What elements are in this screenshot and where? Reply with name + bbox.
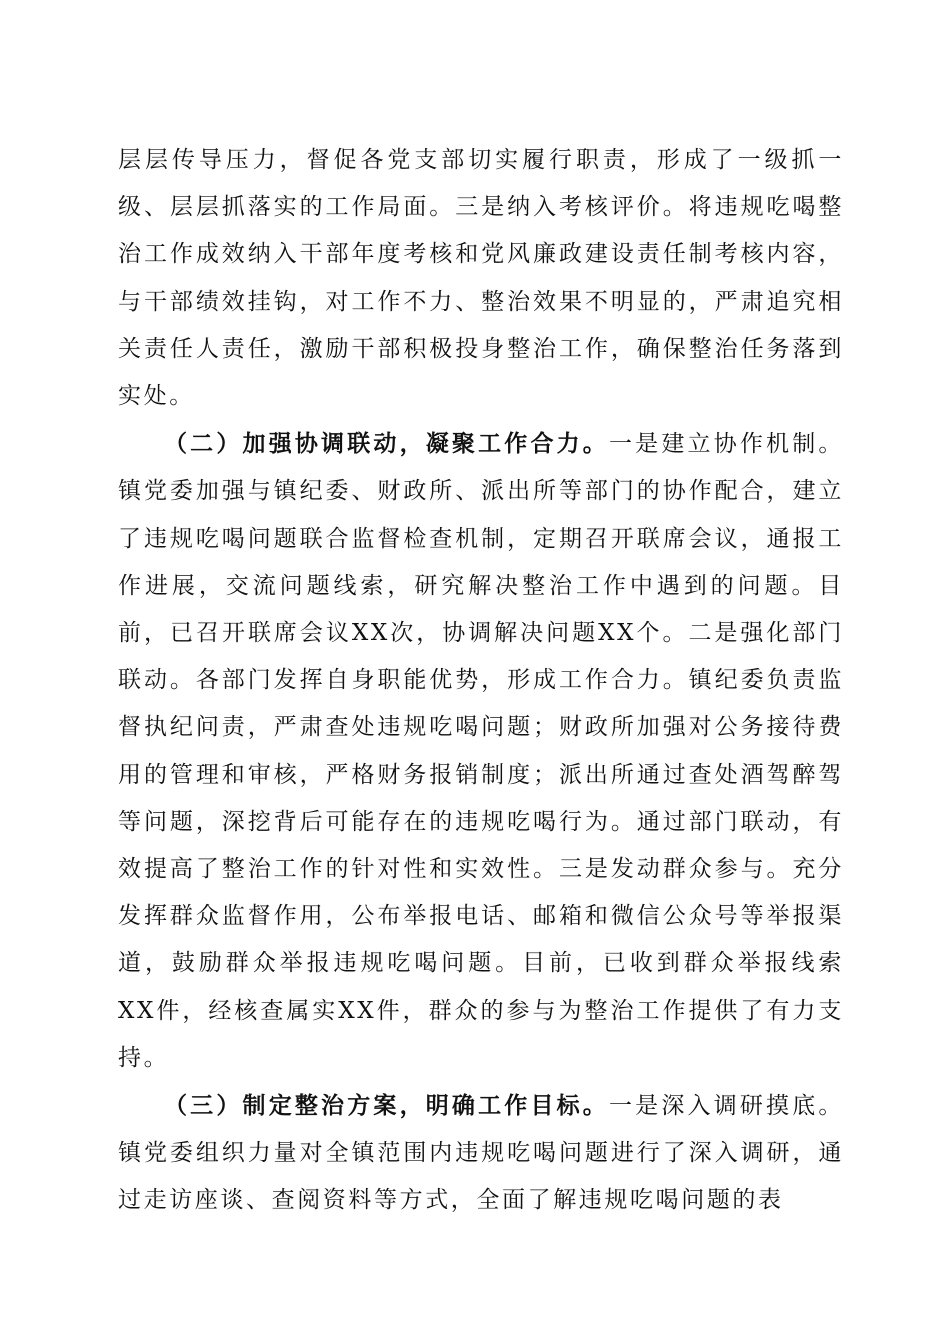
section-heading-3: （三）制定整治方案，明确工作目标。 <box>164 1092 609 1120</box>
paragraph-2-text: 一是建立协作机制。镇党委加强与镇纪委、财政所、派出所等部门的协作配合，建立了违规吃喝问题联合监督检查机制，定期召开联席会议，通报工作进展，交流问题线索，研究解决整治工作中遇到的问题。目前，已召开联席会议XX次，协调解决问题XX个。二是强化部门联动。各部门发挥自身职能优势，形成工作合力。镇纪委负责监督执纪问责，严肃查处违规吃喝问题；财政所加强对公务接待费用的管理和审核，严格财务报销制度；派出所通过查处酒驾醉驾等问题，深挖背后可能存在的违规吃喝行为。通过部门联动，有效提高了整治工作的针对性和实效性。三是发动群众参与。充分发挥群众监督作用，公布举报电话、邮箱和微信公众号等举报渠道，鼓励群众举报违规吃喝问题。目前，已收到群众举报线索XX件，经核查属实XX件，群众的参与为整治工作提供了有力支持。 <box>118 431 845 1071</box>
paragraph-1-text: 层层传导压力，督促各党支部切实履行职责，形成了一级抓一级、层层抓落实的工作局面。三是纳入考核评价。将违规吃喝整治工作成效纳入干部年度考核和党风廉政建设责任制考核内容，与干部绩效挂钩，对工作不力、整治效果不明显的，严肃追究相关责任人责任，激励干部积极投身整治工作，确保整治任务落到实处。 <box>118 147 844 410</box>
paragraph-3 <box>118 1082 844 1225</box>
paragraph-2 <box>118 420 844 1082</box>
section-heading-2: （二）加强协调联动，凝聚工作合力。 <box>164 430 609 458</box>
paragraph-1 <box>118 137 844 420</box>
document-body <box>118 137 844 1225</box>
paragraph-3-text: 一是深入调研摸底。镇党委组织力量对全镇范围内违规吃喝问题进行了深入调研，通过走访座谈、查阅资料等方式，全面了解违规吃喝问题的表 <box>118 1093 845 1214</box>
